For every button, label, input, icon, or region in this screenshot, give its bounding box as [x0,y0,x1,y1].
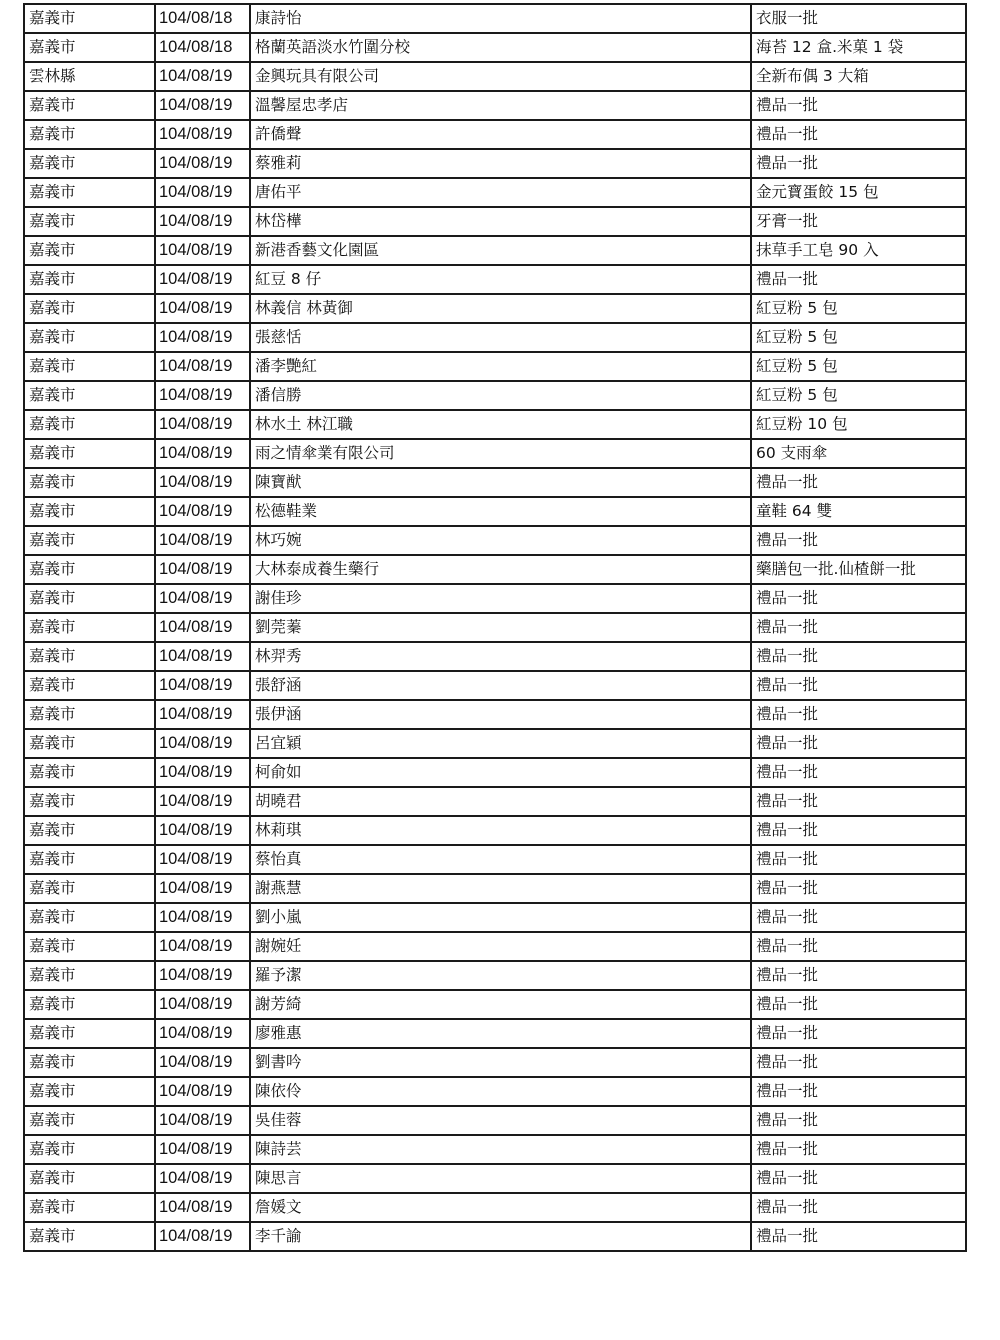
table-row [24,33,966,62]
city-cell: 嘉義市 [24,178,155,207]
donor-name-cell: 潘李艷紅 [250,352,751,381]
table-row [24,178,966,207]
table-row [24,120,966,149]
donor-name-cell: 大林泰成養生藥行 [250,555,751,584]
table-row [24,961,966,990]
donated-items-cell: 禮品一批 [751,584,966,613]
donated-items-cell: 金元寶蛋餃 15 包 [751,178,966,207]
donated-items-cell: 禮品一批 [751,671,966,700]
donated-items-cell: 禮品一批 [751,613,966,642]
table-row [24,149,966,178]
table-row [24,352,966,381]
date-cell: 104/08/19 [155,62,250,91]
date-cell: 104/08/19 [155,816,250,845]
city-cell: 嘉義市 [24,91,155,120]
city-cell: 嘉義市 [24,555,155,584]
donated-items-cell: 禮品一批 [751,91,966,120]
city-cell: 嘉義市 [24,1048,155,1077]
table-row [24,1164,966,1193]
donor-name-cell: 林水土 林江職 [250,410,751,439]
donor-name-cell: 劉書吟 [250,1048,751,1077]
date-cell: 104/08/19 [155,468,250,497]
donor-name-cell: 金興玩具有限公司 [250,62,751,91]
donated-items-cell: 禮品一批 [751,758,966,787]
table-row [24,381,966,410]
donated-items-cell: 禮品一批 [751,526,966,555]
donor-name-cell: 羅予潔 [250,961,751,990]
city-cell: 嘉義市 [24,1019,155,1048]
date-cell: 104/08/19 [155,1193,250,1222]
date-cell: 104/08/19 [155,845,250,874]
city-cell: 嘉義市 [24,526,155,555]
table-row [24,1019,966,1048]
donor-name-cell: 紅豆 8 仔 [250,265,751,294]
date-cell: 104/08/19 [155,294,250,323]
donated-items-cell: 禮品一批 [751,1164,966,1193]
date-cell: 104/08/19 [155,207,250,236]
table-row [24,671,966,700]
donor-name-cell: 林莉琪 [250,816,751,845]
table-row [24,1106,966,1135]
donation-table [23,3,967,1252]
table-row [24,91,966,120]
date-cell: 104/08/19 [155,729,250,758]
city-cell: 嘉義市 [24,1164,155,1193]
date-cell: 104/08/18 [155,4,250,33]
city-cell: 嘉義市 [24,642,155,671]
date-cell: 104/08/19 [155,758,250,787]
donor-name-cell: 溫馨屋忠孝店 [250,91,751,120]
donated-items-cell: 禮品一批 [751,816,966,845]
table-row [24,207,966,236]
city-cell: 嘉義市 [24,1193,155,1222]
city-cell: 嘉義市 [24,33,155,62]
city-cell: 嘉義市 [24,729,155,758]
donated-items-cell: 海苔 12 盒.米菓 1 袋 [751,33,966,62]
table-row [24,584,966,613]
donor-name-cell: 格蘭英語淡水竹圍分校 [250,33,751,62]
city-cell: 嘉義市 [24,120,155,149]
table-row [24,1077,966,1106]
city-cell: 嘉義市 [24,584,155,613]
donation-list-page [23,3,965,1252]
city-cell: 嘉義市 [24,671,155,700]
date-cell: 104/08/19 [155,526,250,555]
table-row [24,758,966,787]
date-cell: 104/08/19 [155,787,250,816]
donated-items-cell: 禮品一批 [751,932,966,961]
date-cell: 104/08/19 [155,1077,250,1106]
donor-name-cell: 謝佳珍 [250,584,751,613]
table-row [24,294,966,323]
donor-name-cell: 謝燕慧 [250,874,751,903]
date-cell: 104/08/19 [155,874,250,903]
city-cell: 嘉義市 [24,1222,155,1251]
date-cell: 104/08/19 [155,613,250,642]
donated-items-cell: 禮品一批 [751,1048,966,1077]
table-row [24,497,966,526]
city-cell: 雲林縣 [24,62,155,91]
city-cell: 嘉義市 [24,874,155,903]
donor-name-cell: 張舒涵 [250,671,751,700]
donor-name-cell: 康詩怡 [250,4,751,33]
date-cell: 104/08/19 [155,671,250,700]
donor-name-cell: 林岱樺 [250,207,751,236]
table-row [24,62,966,91]
city-cell: 嘉義市 [24,700,155,729]
date-cell: 104/08/19 [155,584,250,613]
donated-items-cell: 禮品一批 [751,468,966,497]
donated-items-cell: 禮品一批 [751,903,966,932]
city-cell: 嘉義市 [24,1106,155,1135]
date-cell: 104/08/19 [155,1222,250,1251]
donated-items-cell: 紅豆粉 10 包 [751,410,966,439]
donor-name-cell: 謝婉妊 [250,932,751,961]
donated-items-cell: 禮品一批 [751,1222,966,1251]
city-cell: 嘉義市 [24,323,155,352]
donated-items-cell: 抹草手工皂 90 入 [751,236,966,265]
city-cell: 嘉義市 [24,294,155,323]
table-row [24,990,966,1019]
donated-items-cell: 禮品一批 [751,1019,966,1048]
city-cell: 嘉義市 [24,352,155,381]
donor-name-cell: 謝芳綺 [250,990,751,1019]
donor-name-cell: 呂宜穎 [250,729,751,758]
donor-name-cell: 陳依伶 [250,1077,751,1106]
donated-items-cell: 禮品一批 [751,149,966,178]
donor-name-cell: 張慈恬 [250,323,751,352]
date-cell: 104/08/19 [155,91,250,120]
date-cell: 104/08/18 [155,33,250,62]
table-row [24,410,966,439]
date-cell: 104/08/19 [155,1048,250,1077]
table-row [24,613,966,642]
donated-items-cell: 禮品一批 [751,990,966,1019]
donated-items-cell: 禮品一批 [751,265,966,294]
city-cell: 嘉義市 [24,816,155,845]
donor-name-cell: 新港香藝文化園區 [250,236,751,265]
donor-name-cell: 唐佑平 [250,178,751,207]
donated-items-cell: 禮品一批 [751,845,966,874]
date-cell: 104/08/19 [155,265,250,294]
donated-items-cell: 紅豆粉 5 包 [751,294,966,323]
donor-name-cell: 劉莞蓁 [250,613,751,642]
donated-items-cell: 60 支雨傘 [751,439,966,468]
date-cell: 104/08/19 [155,990,250,1019]
date-cell: 104/08/19 [155,323,250,352]
date-cell: 104/08/19 [155,439,250,468]
donor-name-cell: 陳詩芸 [250,1135,751,1164]
city-cell: 嘉義市 [24,1077,155,1106]
donated-items-cell: 牙膏一批 [751,207,966,236]
donated-items-cell: 衣服一批 [751,4,966,33]
donated-items-cell: 禮品一批 [751,642,966,671]
city-cell: 嘉義市 [24,845,155,874]
donated-items-cell: 紅豆粉 5 包 [751,323,966,352]
table-row [24,265,966,294]
date-cell: 104/08/19 [155,120,250,149]
donated-items-cell: 紅豆粉 5 包 [751,381,966,410]
donated-items-cell: 禮品一批 [751,120,966,149]
city-cell: 嘉義市 [24,1135,155,1164]
table-row [24,787,966,816]
table-row [24,468,966,497]
city-cell: 嘉義市 [24,149,155,178]
date-cell: 104/08/19 [155,381,250,410]
table-row [24,874,966,903]
donation-table-body [24,4,966,1251]
donor-name-cell: 胡曉君 [250,787,751,816]
donor-name-cell: 陳寶猷 [250,468,751,497]
city-cell: 嘉義市 [24,439,155,468]
donated-items-cell: 禮品一批 [751,1135,966,1164]
city-cell: 嘉義市 [24,4,155,33]
date-cell: 104/08/19 [155,352,250,381]
table-row [24,816,966,845]
donor-name-cell: 松德鞋業 [250,497,751,526]
donated-items-cell: 禮品一批 [751,1077,966,1106]
table-row [24,555,966,584]
donated-items-cell: 禮品一批 [751,874,966,903]
table-row [24,4,966,33]
table-row [24,526,966,555]
donor-name-cell: 李千諭 [250,1222,751,1251]
donor-name-cell: 林巧婉 [250,526,751,555]
table-row [24,236,966,265]
donated-items-cell: 禮品一批 [751,961,966,990]
city-cell: 嘉義市 [24,961,155,990]
donated-items-cell: 禮品一批 [751,700,966,729]
city-cell: 嘉義市 [24,207,155,236]
city-cell: 嘉義市 [24,990,155,1019]
date-cell: 104/08/19 [155,903,250,932]
date-cell: 104/08/19 [155,642,250,671]
table-row [24,932,966,961]
donor-name-cell: 吳佳蓉 [250,1106,751,1135]
date-cell: 104/08/19 [155,410,250,439]
table-row [24,642,966,671]
date-cell: 104/08/19 [155,178,250,207]
city-cell: 嘉義市 [24,932,155,961]
city-cell: 嘉義市 [24,236,155,265]
date-cell: 104/08/19 [155,961,250,990]
city-cell: 嘉義市 [24,381,155,410]
donor-name-cell: 劉小嵐 [250,903,751,932]
city-cell: 嘉義市 [24,758,155,787]
city-cell: 嘉義市 [24,410,155,439]
donor-name-cell: 柯俞如 [250,758,751,787]
city-cell: 嘉義市 [24,613,155,642]
donor-name-cell: 雨之情傘業有限公司 [250,439,751,468]
donated-items-cell: 童鞋 64 雙 [751,497,966,526]
table-row [24,729,966,758]
donor-name-cell: 張伊涵 [250,700,751,729]
donor-name-cell: 許僑聲 [250,120,751,149]
date-cell: 104/08/19 [155,149,250,178]
table-row [24,1222,966,1251]
city-cell: 嘉義市 [24,468,155,497]
table-row [24,323,966,352]
donated-items-cell: 禮品一批 [751,1193,966,1222]
date-cell: 104/08/19 [155,497,250,526]
table-row [24,1048,966,1077]
date-cell: 104/08/19 [155,932,250,961]
donor-name-cell: 潘信勝 [250,381,751,410]
city-cell: 嘉義市 [24,497,155,526]
donated-items-cell: 藥膳包一批.仙楂餅一批 [751,555,966,584]
donated-items-cell: 禮品一批 [751,1106,966,1135]
table-row [24,1135,966,1164]
donor-name-cell: 詹媛文 [250,1193,751,1222]
table-row [24,1193,966,1222]
date-cell: 104/08/19 [155,555,250,584]
donated-items-cell: 禮品一批 [751,729,966,758]
table-row [24,903,966,932]
donor-name-cell: 蔡怡真 [250,845,751,874]
donor-name-cell: 林義信 林黃御 [250,294,751,323]
table-row [24,700,966,729]
table-row [24,439,966,468]
date-cell: 104/08/19 [155,1164,250,1193]
date-cell: 104/08/19 [155,1135,250,1164]
donor-name-cell: 廖雅惠 [250,1019,751,1048]
donated-items-cell: 全新布偶 3 大箱 [751,62,966,91]
table-row [24,845,966,874]
date-cell: 104/08/19 [155,1019,250,1048]
date-cell: 104/08/19 [155,236,250,265]
donated-items-cell: 紅豆粉 5 包 [751,352,966,381]
donor-name-cell: 蔡雅莉 [250,149,751,178]
city-cell: 嘉義市 [24,265,155,294]
city-cell: 嘉義市 [24,903,155,932]
date-cell: 104/08/19 [155,1106,250,1135]
donor-name-cell: 陳思言 [250,1164,751,1193]
date-cell: 104/08/19 [155,700,250,729]
donor-name-cell: 林羿秀 [250,642,751,671]
donated-items-cell: 禮品一批 [751,787,966,816]
city-cell: 嘉義市 [24,787,155,816]
